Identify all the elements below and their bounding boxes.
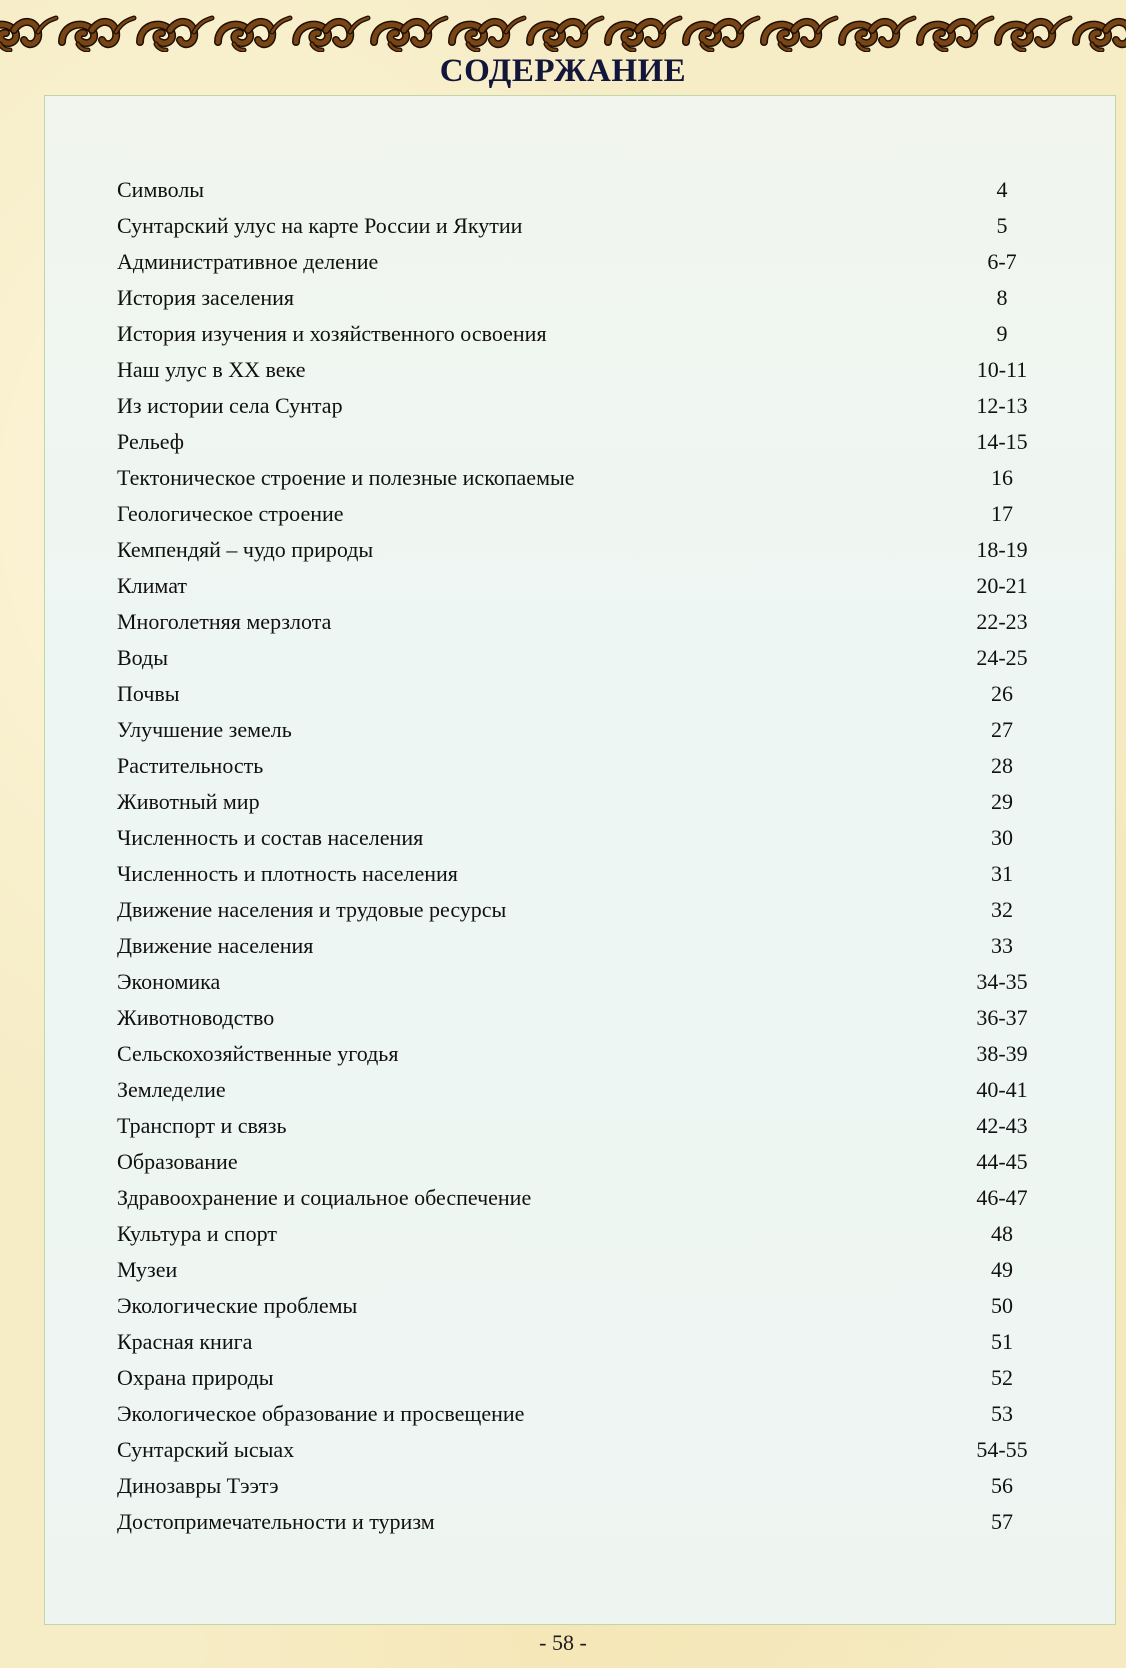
toc-entry-page: 8: [996, 285, 1008, 310]
toc-entry[interactable]: [117, 1432, 1077, 1468]
toc-entry-title: Многолетняя мерзлота: [117, 609, 332, 634]
ornament-motif: [998, 18, 1070, 50]
ornament-motif: [0, 18, 56, 50]
toc-entry-title: Воды: [117, 645, 169, 670]
ornament-motif: [764, 18, 836, 50]
toc-entry-page: 46-47: [976, 1185, 1028, 1210]
toc-entry[interactable]: [117, 1396, 1077, 1432]
toc-entry[interactable]: [117, 532, 1077, 568]
ornament-motif: [374, 18, 446, 50]
toc-entry-title: Почвы: [117, 681, 180, 706]
toc-entry-page: 6-7: [987, 249, 1017, 274]
toc-entry[interactable]: [117, 928, 1077, 964]
toc-entry[interactable]: [117, 1036, 1077, 1072]
toc-entry-page: 57: [991, 1509, 1013, 1534]
toc-entry[interactable]: [117, 1504, 1077, 1540]
toc-entry[interactable]: [117, 1360, 1077, 1396]
toc-entry-title: Достопримечательности и туризм: [117, 1509, 435, 1534]
toc-entry-title: Динозавры Тээтэ: [117, 1473, 279, 1498]
toc-entry-page: 20-21: [976, 573, 1028, 598]
ornament-motif: [686, 18, 758, 50]
toc-entry-title: Улучшение земель: [117, 717, 292, 742]
toc-entry-page: 26: [991, 681, 1013, 706]
toc-entry-page: 54-55: [976, 1437, 1028, 1462]
toc-entry-page: 29: [991, 789, 1013, 814]
toc-entry[interactable]: [117, 1000, 1077, 1036]
toc-entry-page: 27: [991, 717, 1013, 742]
toc-entry[interactable]: [117, 568, 1077, 604]
toc-entry-title: История заселения: [117, 285, 295, 310]
toc-entry[interactable]: [117, 640, 1077, 676]
ornament-motif: [62, 18, 134, 50]
toc-entry-title: Рельеф: [117, 429, 185, 454]
toc-entry[interactable]: [117, 712, 1077, 748]
toc-entry-title: Сунтарский улус на карте России и Якутии: [117, 213, 523, 238]
toc-entry[interactable]: [117, 604, 1077, 640]
toc-entry-page: 17: [991, 501, 1013, 526]
toc-entry-title: Культура и спорт: [117, 1221, 277, 1246]
toc-entry-title: Административное деление: [117, 249, 379, 274]
page-title: СОДЕРЖАНИЕ: [439, 53, 687, 89]
toc-entry-page: 9: [996, 321, 1008, 346]
toc-entry-title: Кемпендяй – чудо природы: [117, 537, 374, 562]
ornament-motif: [1076, 18, 1126, 50]
ornament-motif: [530, 18, 602, 50]
toc-entry-title: Из истории села Сунтар: [117, 393, 343, 418]
toc-entry-page: 33: [991, 933, 1013, 958]
toc-entry-page: 52: [991, 1365, 1013, 1390]
toc-entry[interactable]: [117, 784, 1077, 820]
toc-entry-page: 48: [991, 1221, 1013, 1246]
toc-entry-page: 36-37: [976, 1005, 1028, 1030]
toc-entry-title: Символы: [117, 177, 205, 202]
toc-entry[interactable]: [117, 1072, 1077, 1108]
ornament-motif: [140, 18, 212, 50]
toc-entry[interactable]: [117, 316, 1077, 352]
scroll-ornament-border-icon: [0, 14, 1126, 52]
toc-entry-page: 31: [991, 861, 1013, 886]
toc-entry[interactable]: [117, 1108, 1077, 1144]
toc-entry[interactable]: [117, 280, 1077, 316]
toc-entry-title: Охрана природы: [117, 1365, 274, 1390]
toc-entry[interactable]: [117, 1324, 1077, 1360]
toc-entry-page: 44-45: [976, 1149, 1028, 1174]
toc-entry-page: 38-39: [976, 1041, 1028, 1066]
toc-entry-title: Животный мир: [117, 789, 260, 814]
toc-entry-title: Наш улус в XX веке: [117, 357, 306, 382]
toc-entry[interactable]: [117, 244, 1077, 280]
toc-entry-page: 51: [991, 1329, 1013, 1354]
toc-entry-title: Красная книга: [117, 1329, 253, 1354]
toc-entry-title: Сельскохозяйственные угодья: [117, 1041, 399, 1066]
toc-entry-title: Образование: [117, 1149, 238, 1174]
toc-entry-page: 50: [991, 1293, 1013, 1318]
toc-entry-title: История изучения и хозяйственного освоения: [117, 321, 547, 346]
toc-entry[interactable]: [117, 1288, 1077, 1324]
toc-entry[interactable]: [117, 748, 1077, 784]
toc-entry[interactable]: [117, 676, 1077, 712]
toc-entry[interactable]: [117, 208, 1077, 244]
toc-entry[interactable]: [117, 892, 1077, 928]
toc-entry-page: 14-15: [976, 429, 1028, 454]
toc-entry-page: 18-19: [976, 537, 1028, 562]
ornament-motif: [608, 18, 680, 50]
toc-entry[interactable]: [117, 1144, 1077, 1180]
toc-entry[interactable]: [117, 496, 1077, 532]
toc-entry-page: 24-25: [976, 645, 1028, 670]
toc-entry[interactable]: [117, 856, 1077, 892]
toc-entry-title: Тектоническое строение и полезные ископаемые: [117, 465, 575, 490]
toc-entry-page: 16: [991, 465, 1013, 490]
page-number: - 58 -: [539, 1630, 587, 1655]
toc-entry-page: 22-23: [976, 609, 1028, 634]
toc-entry[interactable]: [117, 820, 1077, 856]
table-of-contents: [117, 172, 1077, 1540]
toc-entry-page: 5: [996, 213, 1008, 238]
toc-entry-page: 32: [991, 897, 1013, 922]
toc-entry[interactable]: [117, 1468, 1077, 1504]
ornament-motif: [296, 18, 368, 50]
toc-entry[interactable]: [117, 1180, 1077, 1216]
ornament-motif: [452, 18, 524, 50]
toc-entry-title: Климат: [117, 573, 188, 598]
toc-entry-page: 10-11: [976, 357, 1028, 382]
ornament-motif: [218, 18, 290, 50]
toc-entry[interactable]: [117, 388, 1077, 424]
toc-entry-page: 42-43: [976, 1113, 1028, 1138]
toc-entry-title: Экологическое образование и просвещение: [117, 1401, 525, 1426]
toc-entry-page: 53: [991, 1401, 1013, 1426]
toc-entry-title: Движение населения и трудовые ресурсы: [117, 897, 507, 922]
toc-entry[interactable]: [117, 172, 1077, 208]
toc-entry-title: Растительность: [117, 753, 264, 778]
toc-entry[interactable]: [117, 1252, 1077, 1288]
toc-entry-title: Транспорт и связь: [117, 1113, 287, 1138]
toc-entry-page: 49: [991, 1257, 1013, 1282]
toc-entry-title: Животноводство: [117, 1005, 275, 1030]
ornament-motif: [920, 18, 992, 50]
toc-entry-title: Экологические проблемы: [117, 1293, 358, 1318]
toc-entry-page: 12-13: [976, 393, 1028, 418]
toc-entry-title: Движение населения: [117, 933, 314, 958]
toc-entry-title: Музеи: [117, 1257, 178, 1282]
toc-entry[interactable]: [117, 424, 1077, 460]
toc-entry-page: 56: [991, 1473, 1013, 1498]
toc-entry[interactable]: [117, 352, 1077, 388]
toc-entry[interactable]: [117, 460, 1077, 496]
toc-entry-title: Геологическое строение: [117, 501, 344, 526]
toc-entry-page: 40-41: [976, 1077, 1028, 1102]
toc-entry-title: Численность и состав населения: [117, 825, 424, 850]
toc-entry-page: 30: [991, 825, 1013, 850]
toc-entry-title: Численность и плотность населения: [117, 861, 458, 886]
toc-entry-page: 34-35: [976, 969, 1028, 994]
toc-entry[interactable]: [117, 1216, 1077, 1252]
ornament-motif: [842, 18, 914, 50]
toc-entry-page: 4: [996, 177, 1008, 202]
toc-entry-title: Экономика: [117, 969, 221, 994]
toc-entry-title: Земледелие: [117, 1077, 226, 1102]
toc-entry-page: 28: [991, 753, 1013, 778]
toc-entry-title: Здравоохранение и социальное обеспечение: [117, 1185, 532, 1210]
toc-entry[interactable]: [117, 964, 1077, 1000]
toc-entry-title: Сунтарский ысыах: [117, 1437, 295, 1462]
